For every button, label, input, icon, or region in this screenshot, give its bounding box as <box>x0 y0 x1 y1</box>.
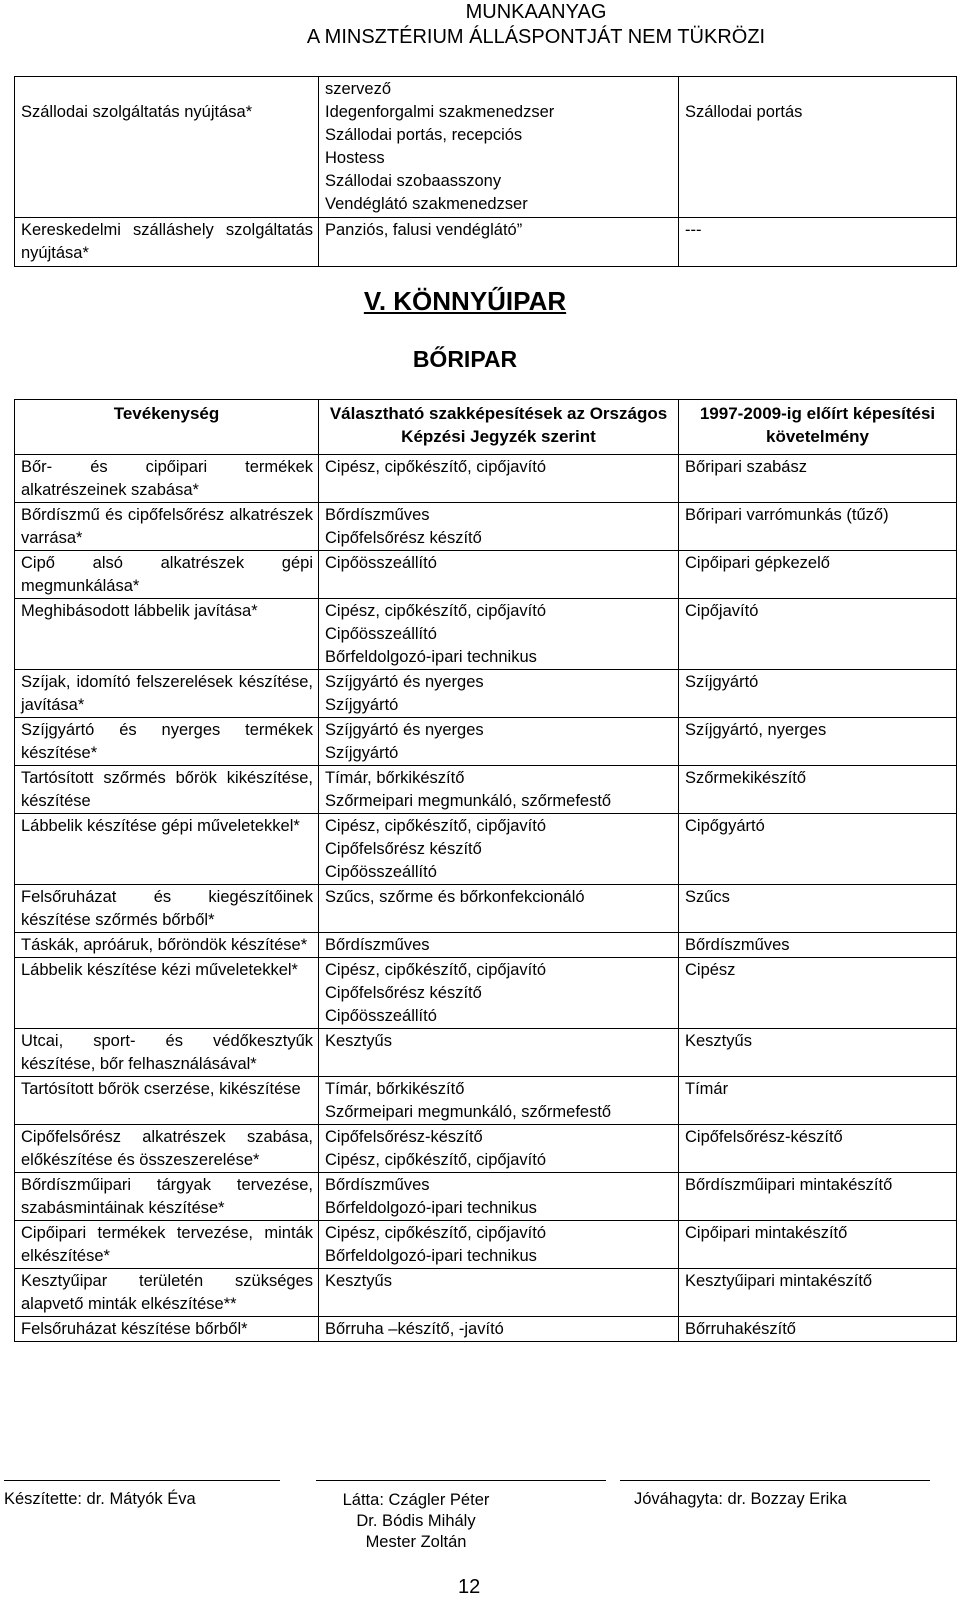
qualifications-cell <box>319 814 679 885</box>
qualification-item: Idegenforgalmi szakmenedzser <box>325 103 555 121</box>
activity-cell: Táskák, apróáruk, bőröndök készítése* <box>15 933 319 958</box>
activity-cell: Cipőfelsőrész alkatrészek szabása, előkészítése és összeszerelése* <box>15 1125 319 1173</box>
header-line-1: MUNKAANYAG <box>465 1 607 23</box>
qualification-item: Cipőfelsőrész készítő <box>325 984 482 1002</box>
section-title: V. KÖNNYŰIPAR <box>363 286 567 316</box>
activity-cell <box>15 218 319 267</box>
table-row <box>15 77 957 218</box>
qualification-item: Cipőösszeállító <box>325 554 437 572</box>
qualifications-cell <box>319 1221 679 1269</box>
qualifications-cell <box>319 77 679 218</box>
qualification-item: Szíjgyártó és nyerges <box>325 721 484 739</box>
activity-cell: Meghibásodott lábbelik javítása* <box>15 599 319 670</box>
table-row <box>15 1269 957 1317</box>
activity-cell <box>15 77 319 218</box>
qualification-item: Cipőösszeállító <box>325 863 437 881</box>
requirement-cell: Kesztyűs <box>679 1029 957 1077</box>
qualification-item: Tímár, bőrkikészítő <box>325 1080 465 1098</box>
qualifications-cell <box>319 1125 679 1173</box>
qualification-item: Szőrmeipari megmunkáló, szőrmefestő <box>325 1103 612 1121</box>
table-row <box>15 1173 957 1221</box>
activity-cell: Bőrdíszmű és cipőfelsőrész alkatrészek varrása* <box>15 503 319 551</box>
table-row <box>15 718 957 766</box>
qualification-item: Szíjgyártó <box>325 744 399 762</box>
requirement-cell: Cipőfelsőrész-készítő <box>679 1125 957 1173</box>
top-table <box>14 76 957 267</box>
seen-by-line: Látta: Czágler Péter <box>342 1491 490 1509</box>
qualification-item: Kesztyűs <box>325 1272 392 1290</box>
approved-by: Jóváhagyta: dr. Bozzay Erika <box>634 1490 847 1509</box>
activity-cell: Kesztyűipar területén szükséges alapvető minták elkészítése** <box>15 1269 319 1317</box>
requirement-cell: Cipész <box>679 958 957 1029</box>
requirement-cell: Kesztyűipari mintakészítő <box>679 1269 957 1317</box>
qualifications-cell <box>319 933 679 958</box>
seen-by-line: Mester Zoltán <box>365 1533 467 1551</box>
qualification-item: Bőrdíszműves <box>325 936 430 954</box>
qualifications-cell <box>319 1173 679 1221</box>
qualifications-cell <box>319 503 679 551</box>
qualifications-cell <box>319 1317 679 1342</box>
qualifications-cell <box>319 958 679 1029</box>
signature-line <box>4 1480 280 1481</box>
requirement-cell: Cipőipari gépkezelő <box>679 551 957 599</box>
qualification-item: Panziós, falusi vendéglátó” <box>325 221 523 239</box>
table-row <box>15 1077 957 1125</box>
requirement-cell: Bőrruhakészítő <box>679 1317 957 1342</box>
activity-cell: Cipő alsó alkatrészek gépi megmunkálása* <box>15 551 319 599</box>
requirement-cell: Cipőgyártó <box>679 814 957 885</box>
qualification-item: Bőrruha –készítő, -javító <box>325 1320 504 1338</box>
main-table <box>14 399 957 1342</box>
table-row <box>15 814 957 885</box>
qualifications-cell <box>319 1269 679 1317</box>
qualification-item: Tímár, bőrkikészítő <box>325 769 465 787</box>
qualification-item: Cipész, cipőkészítő, cipőjavító <box>325 458 547 476</box>
header-activity: Tevékenység <box>15 400 319 455</box>
qualification-item: Cipőösszeállító <box>325 625 437 643</box>
qualifications-cell <box>319 455 679 503</box>
qualification-item: Bőrfeldolgozó-ipari technikus <box>325 1199 537 1217</box>
requirement-cell: Szíjgyártó <box>679 670 957 718</box>
qualification-item: Bőrfeldolgozó-ipari technikus <box>325 648 537 666</box>
table-row <box>15 958 957 1029</box>
qualification-item: Cipész, cipőkészítő, cipőjavító <box>325 602 547 620</box>
signature-line <box>620 1480 930 1481</box>
qualification-item: Szállodai szobaasszony <box>325 172 502 190</box>
activity-text: Szállodai szolgáltatás nyújtása* <box>21 103 253 121</box>
activity-cell: Felsőruházat és kiegészítőinek készítése szőrmés bőrből* <box>15 885 319 933</box>
header-requirement: 1997-2009-ig előírt képesítési követelmény <box>679 400 957 455</box>
requirement-cell: Cipőipari mintakészítő <box>679 1221 957 1269</box>
table-row <box>15 670 957 718</box>
table-row <box>15 933 957 958</box>
activity-cell: Tartósított szőrmés bőrök kikészítése, készítése <box>15 766 319 814</box>
qualifications-cell <box>319 599 679 670</box>
table-header-row <box>15 400 957 455</box>
qualifications-cell <box>319 551 679 599</box>
seen-by-line: Dr. Bódis Mihály <box>356 1512 476 1530</box>
qualification-item: Cipész, cipőkészítő, cipőjavító <box>325 961 547 979</box>
qualification-item: szervező <box>325 80 392 98</box>
qualifications-cell <box>319 1029 679 1077</box>
requirement-cell: Bőripari varrómunkás (tűző) <box>679 503 957 551</box>
qualifications-cell <box>319 885 679 933</box>
requirement-cell: Bőripari szabász <box>679 455 957 503</box>
activity-cell: Szíjak, idomító felszerelések készítése, javítása* <box>15 670 319 718</box>
table-row <box>15 551 957 599</box>
activity-text: Kereskedelmi szálláshely szolgáltatás nyújtása* <box>21 221 313 262</box>
activity-cell: Lábbelik készítése kézi műveletekkel* <box>15 958 319 1029</box>
requirement-cell: Szíjgyártó, nyerges <box>679 718 957 766</box>
activity-cell: Tartósított bőrök cserzése, kikészítése <box>15 1077 319 1125</box>
qualification-item: Bőrdíszműves <box>325 506 430 524</box>
requirement-cell: Szállodai portás <box>679 77 957 218</box>
qualification-item: Bőrdíszműves <box>325 1176 430 1194</box>
qualification-item: Szállodai portás, recepciós <box>325 126 523 144</box>
table-row <box>15 766 957 814</box>
page-number: 12 <box>458 1576 481 1598</box>
qualification-item: Cipőfelsőrész készítő <box>325 529 482 547</box>
table-row <box>15 503 957 551</box>
qualification-item: Cipész, cipőkészítő, cipőjavító <box>325 1224 547 1242</box>
qualification-item: Kesztyűs <box>325 1032 392 1050</box>
qualifications-cell <box>319 718 679 766</box>
qualification-item: Szőrmeipari megmunkáló, szőrmefestő <box>325 792 612 810</box>
qualification-item: Cipőfelsőrész-készítő <box>325 1128 483 1146</box>
table-row <box>15 1029 957 1077</box>
qualifications-cell <box>319 670 679 718</box>
subsection-title: BŐRIPAR <box>412 346 518 372</box>
qualifications-cell <box>319 1077 679 1125</box>
activity-cell: Lábbelik készítése gépi műveletekkel* <box>15 814 319 885</box>
requirement-cell: Tímár <box>679 1077 957 1125</box>
activity-cell: Szíjgyártó és nyerges termékek készítése* <box>15 718 319 766</box>
qualifications-cell <box>319 218 679 267</box>
requirement-cell: Bőrdíszműipari mintakészítő <box>679 1173 957 1221</box>
qualification-item: Cipőösszeállító <box>325 1007 437 1025</box>
qualification-item: Szíjgyártó és nyerges <box>325 673 484 691</box>
qualification-item: Cipőfelsőrész készítő <box>325 840 482 858</box>
table-row <box>15 885 957 933</box>
table-row <box>15 1221 957 1269</box>
qualification-item: Hostess <box>325 149 385 167</box>
qualification-item: Bőrfeldolgozó-ipari technikus <box>325 1247 537 1265</box>
table-row <box>15 1317 957 1342</box>
activity-cell: Utcai, sport- és védőkesztyűk készítése, bőr felhasználásával* <box>15 1029 319 1077</box>
requirement-cell: Szőrmekikészítő <box>679 766 957 814</box>
table-row <box>15 455 957 503</box>
page-header <box>132 0 766 50</box>
requirement-cell: --- <box>679 218 957 267</box>
table-row <box>15 1125 957 1173</box>
requirement-cell: Szűcs <box>679 885 957 933</box>
requirement-cell: Cipőjavító <box>679 599 957 670</box>
activity-cell: Cipőipari termékek tervezése, minták elkészítése* <box>15 1221 319 1269</box>
qualification-item: Cipész, cipőkészítő, cipőjavító <box>325 1151 547 1169</box>
header-line-2: A MINSZTÉRIUM ÁLLÁSPONTJÁT NEM TÜKRÖZI <box>306 26 766 48</box>
activity-cell: Felsőruházat készítése bőrből* <box>15 1317 319 1342</box>
signature-line <box>316 1480 606 1481</box>
activity-cell: Bőrdíszműipari tárgyak tervezése, szabásmintáinak készítése* <box>15 1173 319 1221</box>
prepared-by: Készítette: dr. Mátyók Éva <box>4 1490 196 1509</box>
qualification-item: Cipész, cipőkészítő, cipőjavító <box>325 817 547 835</box>
qualification-item: Vendéglátó szakmenedzser <box>325 195 528 213</box>
activity-cell: Bőr- és cipőipari termékek alkatrészeinek szabása* <box>15 455 319 503</box>
qualification-item: Szűcs, szőrme és bőrkonfekcionáló <box>325 888 585 906</box>
table-row <box>15 599 957 670</box>
requirement-cell: Bőrdíszműves <box>679 933 957 958</box>
table-row <box>15 218 957 267</box>
seen-by <box>326 1490 506 1553</box>
qualification-item: Szíjgyártó <box>325 696 399 714</box>
header-qualifications: Választható szakképesítések az Országos Képzési Jegyzék szerint <box>319 400 679 455</box>
qualifications-cell <box>319 766 679 814</box>
